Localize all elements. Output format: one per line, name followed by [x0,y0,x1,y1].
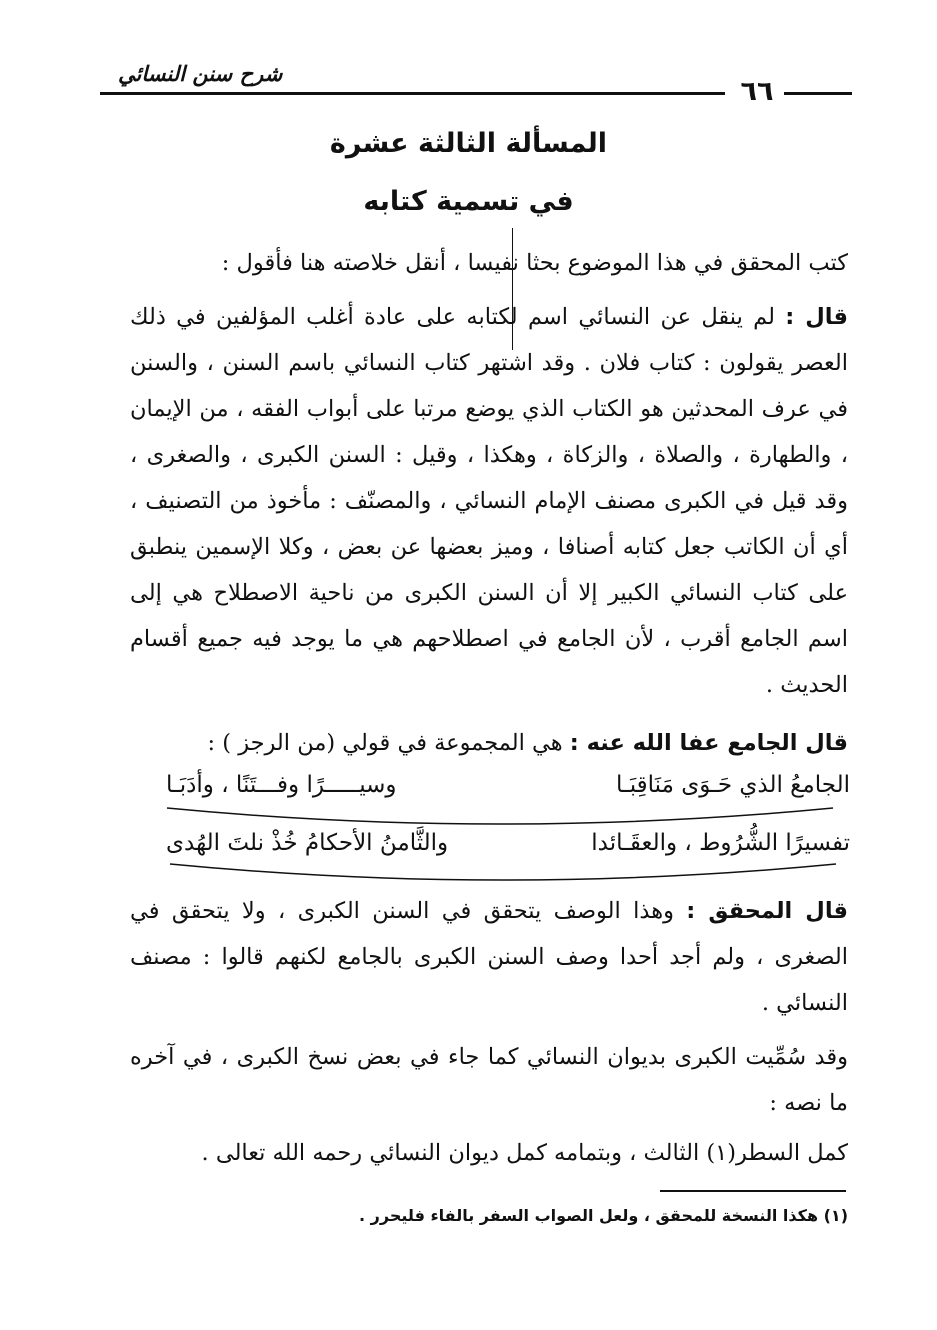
paragraph-text: هي المجموعة في قولي (من الرجز ) : [207,730,563,756]
section-subtitle: في تسمية كتابه [363,186,574,217]
page-header [100,62,852,112]
paragraph-quote [130,294,848,708]
paragraph-intro: كتب المحقق في هذا الموضوع بحثا نفيسا ، أنقل خلاصته هنا فأقول : [221,250,848,276]
speaker-label: قال المحقق : [686,898,848,924]
paragraph-colophon: كمل السطر(١) الثالث ، وبتمامه كمل ديوان النسائي رحمه الله تعالى . [201,1140,848,1166]
verse-second-hemistich: والثَّامنُ الأحكامُ خُذْ نلتَ الهُدى [166,830,449,856]
verse-first-hemistich: الجامعُ الذي حَـوَى مَنَاقِبَـا [615,772,850,798]
footnote: (١) هكذا النسخة للمحقق ، ولعل الصواب السفر بالفاء فليحرر . [359,1206,848,1225]
paragraph-diwan: وقد سُمِّيت الكبرى بديوان النسائي كما جاء في بعض نسخ الكبرى ، في آخره ما نصه : [130,1044,848,1116]
running-head-title: شرح سنن النسائي [118,62,283,86]
footnote-rule [660,1190,846,1192]
section-title: المسألة الثالثة عشرة [329,128,608,159]
paragraph-editor [130,888,848,1026]
paragraph-text: لم ينقل عن النسائي اسم لكتابه على عادة أغلب المؤلفين في ذلك العصر يقولون : كتاب فلان . وقد اشتهر كتاب النسائي باسم السنن ، والسنن في عرف المحدثين هو الكتاب الذي يوضع مرتبا على أبواب الفقه ، من الإيمان ، والطهارة ، والصلاة ، والزكاة ، وهكذا ، وقيل : السنن الكبرى ، والصغرى ، وقد قيل في الكبرى مصنف الإمام النسائي ، والمصنّف : مأخوذ من التصنيف ، أي أن الكاتب جعل كتابه أصنافا ، وميز بعضها عن بعض ، وكلا الإسمين ينطبق على كتاب النسائي الكبير إلا أن السنن الكبرى من ناحية الاصطلاح هي إلى اسم الجامع أقرب ، لأن الجامع في اصطلاحهم هي ما يوجد فيه جميع أقسام الحديث . [130,304,848,698]
paragraph-compiler [130,720,848,766]
page-number: ٦٦ [740,76,774,107]
verse-first-hemistich: تفسيرًا الشُّرُوط ، والعقَـائدا [591,830,850,856]
paragraph-text: وهذا الوصف يتحقق في السنن الكبرى ، ولا يتحقق في الصغرى ، ولم أجد أحدا وصف السنن الكبرى بالجامع لكنهم قالوا : مصنف النسائي . [130,898,848,1016]
verse-divider-curve [165,806,835,832]
header-rule-right [784,92,852,95]
verse-divider-curve [168,862,838,888]
verse-second-hemistich: وسيـــــرًا وفـــتَنًا ، وأدَبَـا [166,772,397,798]
speaker-label: قال : [785,304,848,330]
speaker-label: قال الجامع عفا الله عنه : [569,730,848,756]
header-rule-left [100,92,725,95]
